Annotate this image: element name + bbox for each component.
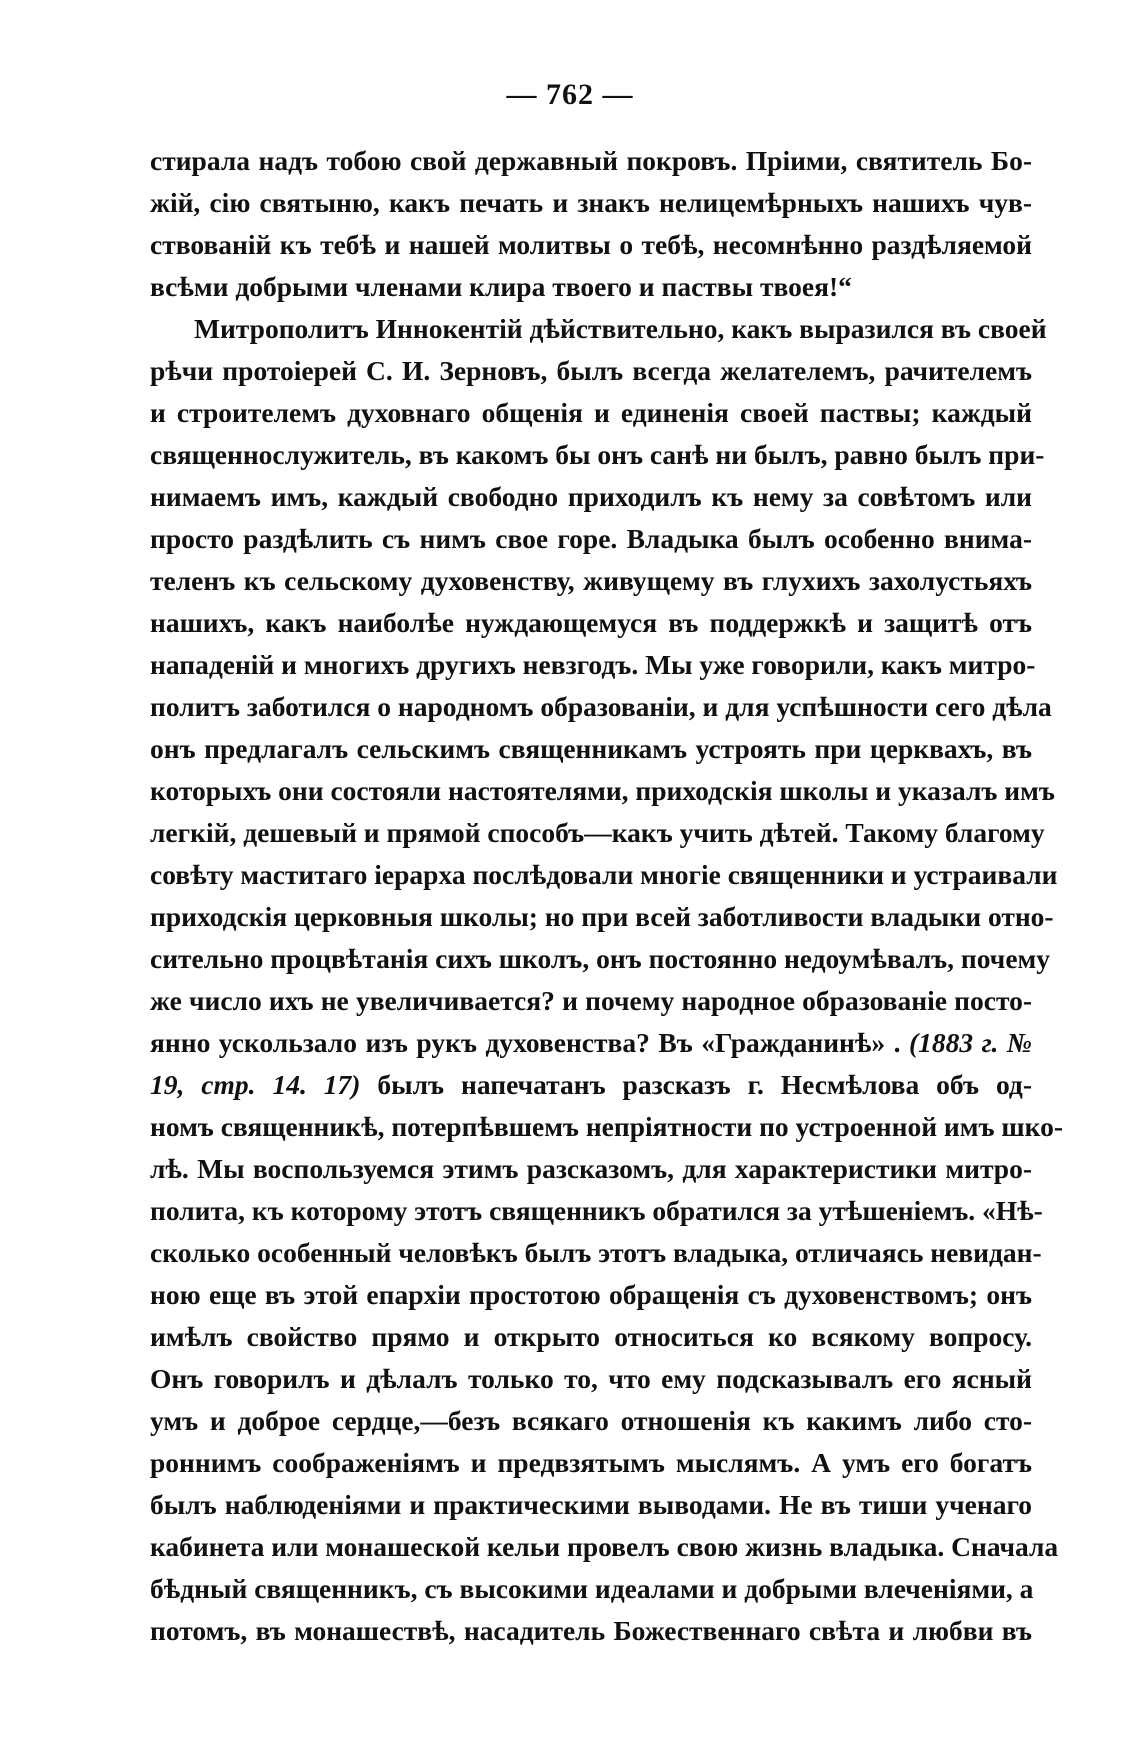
text-line: просто раздѣлить съ нимъ свое горе. Владыка былъ особенно внима- bbox=[150, 523, 1032, 554]
text-line: номъ священникѣ, потерпѣвшемъ непріятности по устроенной имъ шко- bbox=[150, 1111, 1064, 1142]
text-line: сколько особенный человѣкъ былъ этотъ владыка, отличаясь невидан- bbox=[150, 1237, 1042, 1268]
text-line: рѣчи протоіерей С. И. Зерновъ, былъ всегда желателемъ, рачителемъ bbox=[150, 355, 1032, 386]
text-line: ною еще въ этой епархіи простотою обращенія съ духовенствомъ; онъ bbox=[150, 1279, 1032, 1310]
text-line: всѣми добрыми членами клира твоего и паствы твоея!“ bbox=[150, 271, 852, 302]
text-line: политъ заботился о народномъ образованіи, и для успѣшности сего дѣла bbox=[150, 691, 1052, 722]
text-line: жій, сію святыню, какъ печать и знакъ нелицемѣрныхъ нашихъ чув- bbox=[150, 187, 1032, 218]
text-line: же число ихъ не увеличивается? и почему народное образованіе посто- bbox=[150, 985, 1032, 1016]
text-line: нападеній и многихъ другихъ невзгодъ. Мы уже говорили, какъ митро- bbox=[150, 649, 1036, 680]
text-line: нимаемъ имъ, каждый свободно приходилъ къ нему за совѣтомъ или bbox=[150, 481, 1032, 512]
text-line-citation-start bbox=[150, 1022, 1032, 1064]
text-line: стирала надъ тобою свой державный покровъ. Пріими, святитель Бо- bbox=[150, 145, 1032, 176]
text-line: кабинета или монашеской кельи провелъ свою жизнь владыка. Сначала bbox=[150, 1531, 1059, 1562]
text-line: нашихъ, какъ наиболѣе нуждающемуся въ поддержкѣ и защитѣ отъ bbox=[150, 607, 1032, 638]
text-line: потомъ, въ монашествѣ, насадитель Божественнаго свѣта и любви въ bbox=[150, 1615, 1032, 1646]
text-line: умъ и доброе сердце,—безъ всякаго отношенія къ какимъ либо сто- bbox=[150, 1405, 1032, 1436]
text-line: онъ предлагалъ сельскимъ священникамъ устроять при церквахъ, въ bbox=[150, 733, 1032, 764]
text-line: роннимъ соображеніямъ и предвзятымъ мыслямъ. А умъ его богатъ bbox=[150, 1447, 1032, 1478]
text-line: и строителемъ духовнаго общенія и единенія своей паствы; каждый bbox=[150, 397, 1032, 428]
text-line: ствованій къ тебѣ и нашей молитвы о тебѣ, несомнѣнно раздѣляемой bbox=[150, 229, 1032, 260]
citation-reference: 19, стр. 14. 17) bbox=[150, 1069, 361, 1100]
text-line: теленъ къ сельскому духовенству, живущему въ глухихъ захолустьяхъ bbox=[150, 565, 1032, 596]
text-line: лѣ. Мы воспользуемся этимъ разсказомъ, для характеристики митро- bbox=[150, 1153, 1032, 1184]
text-line-citation-end bbox=[150, 1064, 1032, 1106]
text-line: Онъ говорилъ и дѣлалъ только то, что ему подсказывалъ его ясный bbox=[150, 1363, 1032, 1394]
text-line: совѣту маститаго іерарха послѣдовали многіе священники и устраивали bbox=[150, 859, 1058, 890]
text-line: Митрополитъ Иннокентій дѣйствительно, какъ выразился въ своей bbox=[194, 313, 1047, 344]
text-line: священнослужитель, въ какомъ бы онъ санѣ ни былъ, равно былъ при- bbox=[150, 439, 1045, 470]
text-line: приходскія церковныя школы; но при всей заботливости владыки отно- bbox=[150, 901, 1054, 932]
text-line: бѣдный священникъ, съ высокими идеалами и добрыми влеченіями, а bbox=[150, 1573, 1034, 1604]
text-line: имѣлъ свойство прямо и открыто относиться ко всякому вопросу. bbox=[150, 1321, 1032, 1352]
text-line: легкій, дешевый и прямой способъ—какъ учить дѣтей. Такому благому bbox=[150, 817, 1045, 848]
text-line: сительно процвѣтанія сихъ школъ, онъ постоянно недоумѣвалъ, почему bbox=[150, 943, 1051, 974]
page-number: — 762 — bbox=[506, 78, 634, 111]
text-fragment: былъ напечатанъ разсказъ г. Несмѣлова объ од- bbox=[377, 1069, 1032, 1100]
body-text bbox=[150, 140, 1064, 1652]
citation-reference: (1883 г. № bbox=[909, 1027, 1032, 1058]
text-line: которыхъ они состояли настоятелями, приходскія школы и указалъ имъ bbox=[150, 775, 1055, 806]
text-line: полита, къ которому этотъ священникъ обратился за утѣшеніемъ. «Нѣ- bbox=[150, 1195, 1043, 1226]
text-fragment: янно ускользало изъ рукъ духовенства? Въ «Гражданинѣ» . bbox=[150, 1027, 910, 1058]
text-line: былъ наблюденіями и практическими выводами. Не въ тиши ученаго bbox=[150, 1489, 1032, 1520]
